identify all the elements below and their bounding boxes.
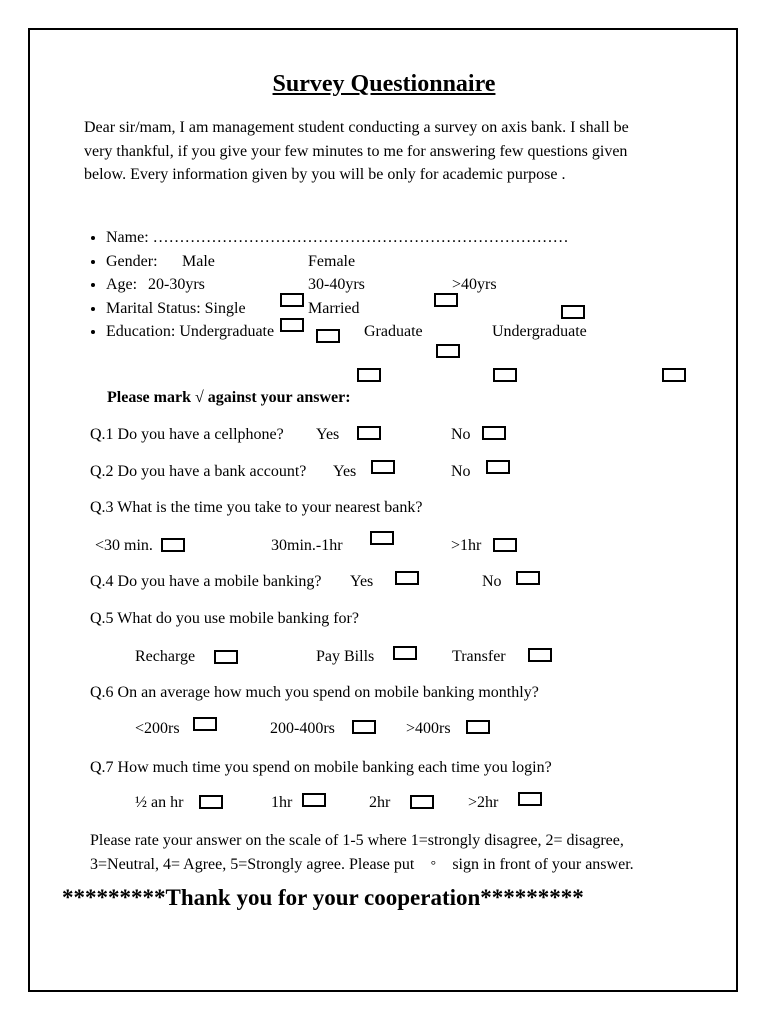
q5-transfer-label: Transfer xyxy=(452,648,506,665)
age-label: Age: xyxy=(106,276,138,293)
q5-pay-bills-label: Pay Bills xyxy=(316,648,375,665)
personal-info-list xyxy=(84,226,587,344)
q6-text: Q.6 On an average how much you spend on mobile banking monthly? xyxy=(90,684,539,701)
education-option-postgraduate: Undergraduate xyxy=(492,323,587,340)
q3-option-under-30-label: <30 min. xyxy=(95,537,153,554)
education-option-graduate: Graduate xyxy=(364,323,423,340)
marital-item xyxy=(106,297,569,321)
q2-no-label: No xyxy=(451,463,471,480)
q7-half-hr-checkbox[interactable] xyxy=(199,795,223,809)
q1-yes-checkbox[interactable] xyxy=(357,426,381,440)
q2-text: Q.2 Do you have a bank account? xyxy=(90,463,307,480)
q3-option-over-1hr-label: >1hr xyxy=(451,537,482,554)
name-label[interactable]: Name: …………………………………………………………………… xyxy=(106,229,569,246)
age-30-40-checkbox[interactable] xyxy=(434,293,458,307)
q6-over-400-checkbox[interactable] xyxy=(466,720,490,734)
q4-yes-checkbox[interactable] xyxy=(395,571,419,585)
rating-line-2-start: 3=Neutral, 4= Agree, 5=Strongly agree. Please put xyxy=(90,856,415,873)
marital-married-checkbox[interactable] xyxy=(316,329,340,343)
gender-female-option[interactable]: Female xyxy=(308,252,356,270)
marital-single-option: Single xyxy=(204,299,246,317)
q5-recharge-label: Recharge xyxy=(135,648,196,665)
education-postgraduate-checkbox[interactable] xyxy=(662,368,686,382)
education-undergraduate-checkbox[interactable] xyxy=(357,368,381,382)
education-extra-checkbox[interactable] xyxy=(436,344,460,358)
q7-half-hr-label: ½ an hr xyxy=(135,794,184,811)
q1-no-checkbox[interactable] xyxy=(482,426,506,440)
q4-yes-label: Yes xyxy=(350,573,374,590)
q3-option-under-30-checkbox[interactable] xyxy=(161,538,185,552)
age-item xyxy=(106,273,569,297)
q1-no-label: No xyxy=(451,426,471,443)
gender-label: Gender: xyxy=(106,252,158,270)
thank-you-message: *********Thank you for your cooperation********* xyxy=(62,885,584,910)
q7-2hr-checkbox[interactable] xyxy=(410,795,434,809)
q7-2hr-label: 2hr xyxy=(369,794,391,811)
marital-married-option: Married xyxy=(308,299,360,317)
q3-option-over-1hr-checkbox[interactable] xyxy=(493,538,517,552)
age-over-40-checkbox[interactable] xyxy=(561,305,585,319)
q2-yes-label: Yes xyxy=(333,463,357,480)
q3-option-30-60-checkbox[interactable] xyxy=(370,531,394,545)
education-graduate-checkbox[interactable] xyxy=(493,368,517,382)
age-option-30-40: 30-40yrs xyxy=(308,276,365,293)
q6-under-200-checkbox[interactable] xyxy=(193,717,217,731)
gender-item xyxy=(106,250,569,274)
q6-200-400-checkbox[interactable] xyxy=(352,720,376,734)
rating-line-2-end: sign in front of your answer. xyxy=(452,856,634,873)
q7-1hr-label: 1hr xyxy=(271,794,293,811)
q1-yes-label: Yes xyxy=(316,426,340,443)
education-label: Education: xyxy=(106,323,176,340)
age-20-30-checkbox[interactable] xyxy=(280,293,304,307)
rating-line-1: Please rate your answer on the scale of 1-5 where 1=strongly disagree, 2= disagree, xyxy=(90,832,624,849)
q4-no-label: No xyxy=(482,573,502,590)
age-option-over-40: >40yrs xyxy=(452,276,497,293)
intro-paragraph: Dear sir/mam, I am management student conducting a survey on axis bank. I shall be very thankful, if you give your few minutes to me for answering few questions given below. Every information given by you will be only for academic purpose . xyxy=(84,119,629,183)
q2-no-checkbox[interactable] xyxy=(486,460,510,474)
q5-transfer-checkbox[interactable] xyxy=(528,648,552,662)
q3-option-30-60-label: 30min.-1hr xyxy=(271,537,343,554)
q6-over-400-label: >400rs xyxy=(406,720,451,737)
page-title: Survey Questionnaire xyxy=(272,71,496,97)
name-item xyxy=(106,226,569,250)
q4-text: Q.4 Do you have a mobile banking? xyxy=(90,573,322,590)
marital-label: Marital Status: xyxy=(106,299,201,317)
q1-text: Q.1 Do you have a cellphone? xyxy=(90,426,284,443)
q5-text: Q.5 What do you use mobile banking for? xyxy=(90,610,359,627)
q7-over-2hr-label: >2hr xyxy=(468,794,499,811)
q4-no-checkbox[interactable] xyxy=(516,571,540,585)
q5-recharge-checkbox[interactable] xyxy=(214,650,238,664)
education-option-undergraduate: Undergraduate xyxy=(179,323,275,340)
q2-yes-checkbox[interactable] xyxy=(371,460,395,474)
rating-line-2 xyxy=(90,856,634,874)
age-option-20-30: 20-30yrs xyxy=(148,276,205,293)
q3-text: Q.3 What is the time you take to your nearest bank? xyxy=(90,499,423,516)
marital-single-checkbox[interactable] xyxy=(280,318,304,332)
instruction-text: Please mark √ against your answer: xyxy=(107,389,351,406)
q7-over-2hr-checkbox[interactable] xyxy=(518,792,542,806)
q6-200-400-label: 200-400rs xyxy=(270,720,335,737)
gender-male-option[interactable]: Male xyxy=(182,252,215,270)
q7-1hr-checkbox[interactable] xyxy=(302,793,326,807)
q7-text: Q.7 How much time you spend on mobile banking each time you login? xyxy=(90,759,552,776)
q6-under-200-label: <200rs xyxy=(135,720,180,737)
degree-symbol-icon: ° xyxy=(430,857,436,872)
q5-pay-bills-checkbox[interactable] xyxy=(393,646,417,660)
